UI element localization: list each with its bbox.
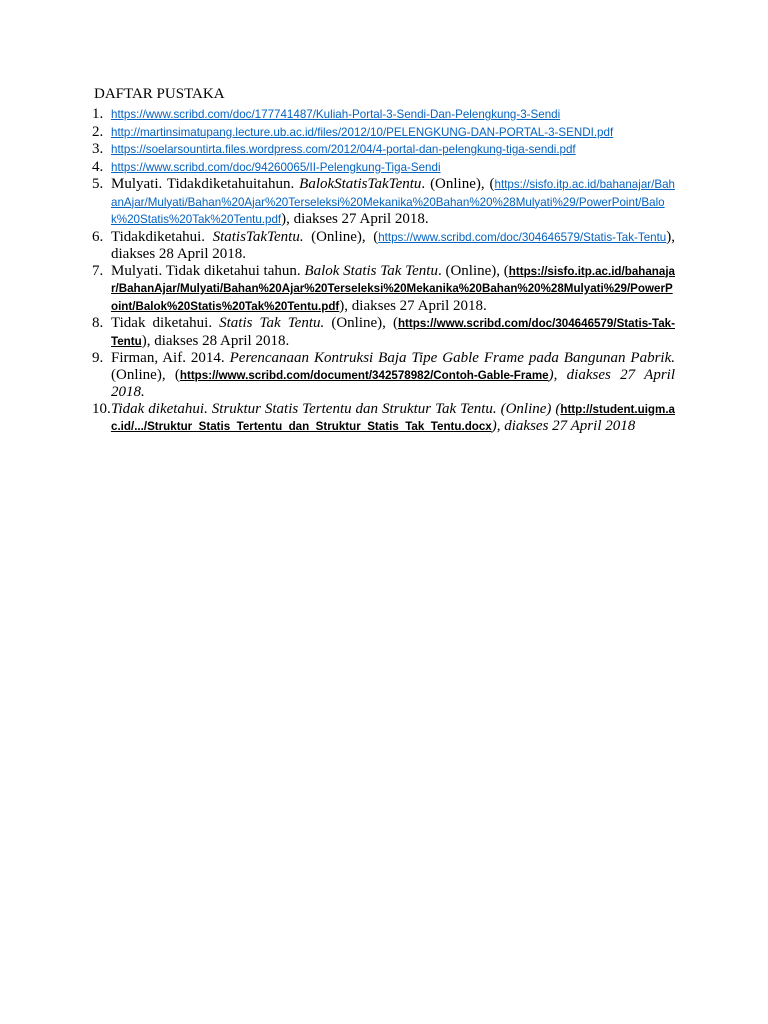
document-page (92, 86, 675, 436)
reference-item-8 (92, 315, 675, 350)
reference-number: 4. (92, 158, 104, 175)
reference-author: Mulyati. Tidak diketahui tahun. (111, 262, 305, 279)
reference-number: 2. (92, 123, 104, 140)
reference-online: . (Online), ( (437, 262, 509, 279)
reference-item-2 (92, 124, 675, 142)
reference-item-7 (92, 263, 675, 316)
reference-accessed: ), diakses 27 April 2018. (281, 211, 429, 227)
reference-link-5[interactable]: https://sisfo.itp.ac.id/bahanajar/BahanAjar/Mulyati/Bahan%20Ajar%20Terseleksi%20Mekanika%20Bahan%20%28Mulyati%29/PowerPoint/Balok%20Statis%20Tak%20Tentu.pdf (111, 178, 675, 226)
reference-accessed: ), diakses 28 April 2018. (141, 332, 290, 349)
reference-title: Statis Tak Tentu. (219, 315, 325, 331)
reference-link-9[interactable]: https://www.scribd.com/document/342578982/Contoh-Gable-Frame (179, 368, 549, 382)
reference-item-9 (92, 350, 675, 401)
reference-number: 8. (92, 315, 104, 331)
reference-online: (Online), ( (111, 366, 180, 383)
reference-online: (Online), ( (303, 228, 379, 245)
reference-link-10[interactable]: http://student.uigm.ac.id/.../Struktur_Statis_Tertentu_dan_Struktur_Statis_Tak_Tentu.docx (111, 402, 675, 433)
reference-author: Mulyati. Tidakdiketahuitahun. (111, 176, 300, 192)
reference-number: 9. (92, 350, 104, 366)
reference-link-1[interactable]: https://www.scribd.com/doc/177741487/Kuliah-Portal-3-Sendi-Dan-Pelengkung-3-Sendi (111, 108, 561, 121)
reference-item-5 (92, 176, 675, 229)
reference-online: . (Online), ( (421, 176, 495, 192)
reference-link-8[interactable]: https://www.scribd.com/doc/304646579/Statis-Tak-Tentu (111, 317, 675, 348)
reference-item-1 (92, 106, 675, 124)
reference-link-3[interactable]: https://soelarsountirta.files.wordpress.com/2012/04/4-portal-dan-pelengkung-tiga-sendi.pdf (111, 143, 576, 156)
reference-number: 3. (92, 141, 104, 157)
reference-item-6 (92, 229, 675, 263)
reference-link-2[interactable]: http://martinsimatupang.lecture.ub.ac.id/files/2012/10/PELENGKUNG-DAN-PORTAL-3-SENDI.pdf (111, 125, 614, 139)
reference-item-4 (92, 159, 675, 177)
reference-link-6[interactable]: https://www.scribd.com/doc/304646579/Statis-Tak-Tentu (378, 230, 667, 244)
reference-item-3 (92, 141, 675, 159)
reference-number: 5. (92, 176, 104, 192)
reference-number: 6. (92, 228, 104, 245)
reference-title: Perencanaan Kontruksi Baja Tipe Gable Frame pada Bangunan Pabrik. (229, 350, 675, 366)
reference-title: StatisTakTentu. (212, 228, 304, 245)
reference-online: (Online), ( (324, 315, 398, 331)
reference-item-10 (92, 401, 675, 436)
reference-title: Balok Statis Tak Tentu (304, 262, 438, 279)
reference-title: BalokStatisTakTentu (299, 176, 422, 192)
page-title: DAFTAR PUSTAKA (94, 86, 225, 102)
reference-accessed: ), diakses 27 April 2018. (339, 297, 487, 314)
reference-link-7[interactable]: https://sisfo.itp.ac.id/bahanajar/BahanAjar/Mulyati/Bahan%20Ajar%20Terseleksi%20Mekanika%20Bahan%20%28Mulyati%29/PowerPoint/Balok%20Statis%20Tak%20Tentu.pdf (111, 264, 675, 313)
reference-author: Firman, Aif. 2014. (111, 350, 230, 366)
reference-number: 10. (92, 400, 111, 417)
reference-accessed: ), diakses 27 April 2018 (491, 418, 636, 434)
reference-accessed: ), diakses 28 April 2018. (111, 228, 676, 262)
reference-author: Tidakdiketahui. (111, 228, 213, 245)
reference-number: 7. (92, 262, 104, 279)
reference-number: 1. (92, 106, 104, 122)
reference-author: Tidak diketahui. (111, 315, 220, 331)
reference-link-4[interactable]: https://www.scribd.com/doc/94260065/II-Pelengkung-Tiga-Sendi (111, 160, 441, 174)
reference-text: Tidak diketahui. Struktur Statis Tertentu dan Struktur Tak Tentu. (Online) ( (111, 400, 561, 417)
reference-accessed: ), diakses 27 April 2018. (111, 366, 675, 400)
